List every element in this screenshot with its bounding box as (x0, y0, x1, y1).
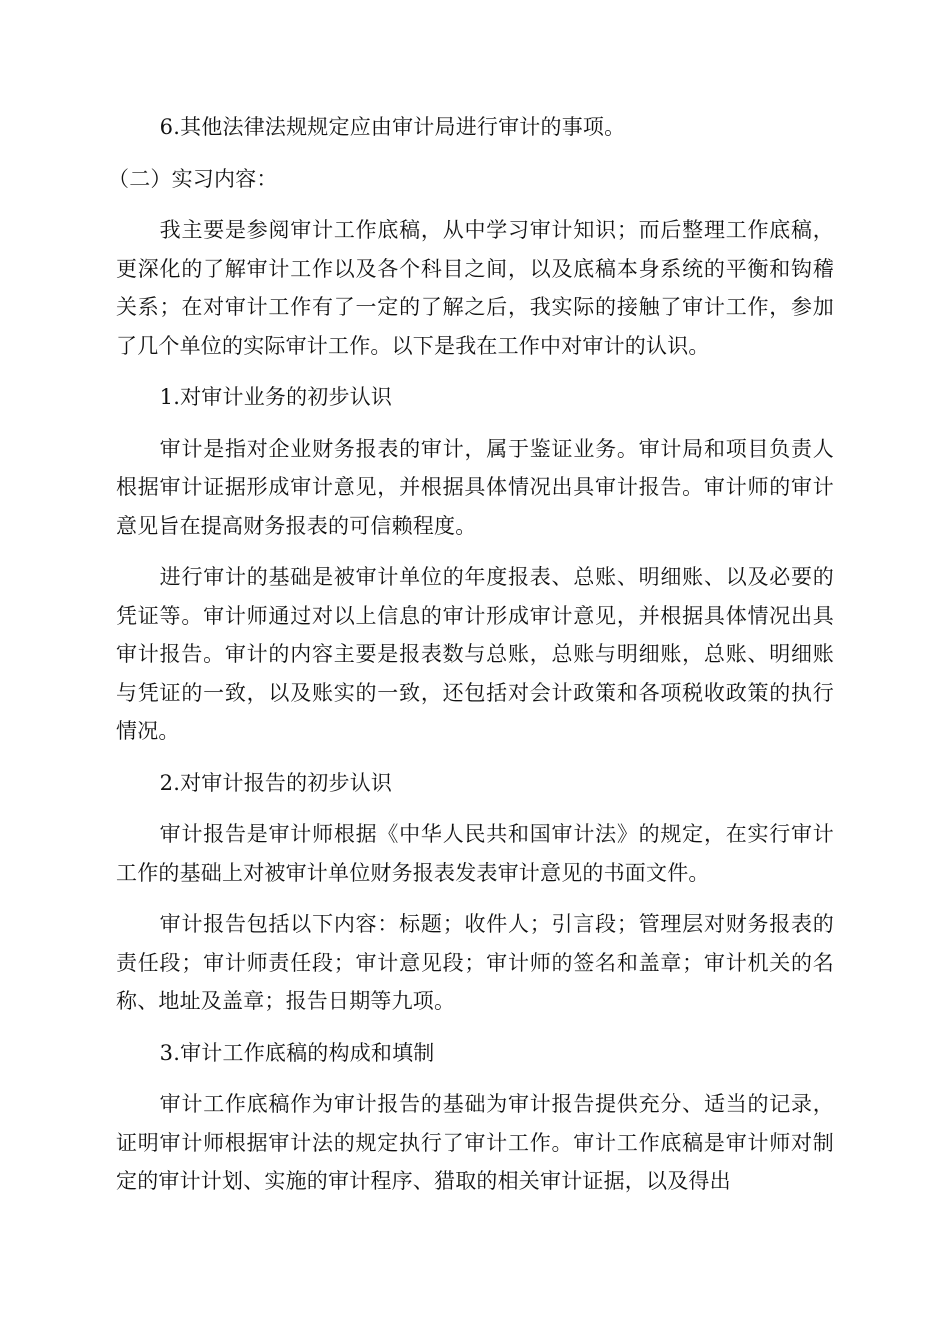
body-paragraph-report-definition: 审计报告是审计师根据《中华人民共和国审计法》的规定，在实行审计工作的基础上对被审计单位财务报表发表审计意见的书面文件。 (116, 822, 834, 885)
subheading-audit-business: 1.对审计业务的初步认识 (159, 385, 393, 409)
body-paragraph-report-contents: 审计报告包括以下内容：标题；收件人；引言段；管理层对财务报表的责任段；审计师责任段；审计意见段；审计师的签名和盖章；审计机关的名称、地址及盖章；报告日期等九项。 (116, 912, 834, 1013)
section-heading-internship-content: （二）实习内容： (108, 166, 278, 191)
body-paragraph-intro: 我主要是参阅审计工作底稿，从中学习审计知识；而后整理工作底稿，更深化的了解审计工作以及各个科目之间，以及底稿本身系统的平衡和钩稽关系；在对审计工作有了一定的了解之后，我实际的接触了审计工作，参加了几个单位的实际审计工作。以下是我在工作中对审计的认识。 (116, 218, 834, 358)
subheading-working-papers: 3.审计工作底稿的构成和填制 (159, 1040, 435, 1065)
body-paragraph-working-papers: 审计工作底稿作为审计报告的基础为审计报告提供充分、适当的记录，证明审计师根据审计法的规定执行了审计工作。审计工作底稿是审计师对制定的审计计划、实施的审计程序、猎取的相关审计证据，以及得出 (116, 1092, 834, 1193)
subheading-audit-report: 2.对审计报告的初步认识 (159, 770, 393, 795)
body-paragraph-audit-definition: 审计是指对企业财务报表的审计，属于鉴证业务。审计局和项目负责人根据审计证据形成审计意见，并根据具体情况出具审计报告。审计师的审计意见旨在提高财务报表的可信赖程度。 (116, 436, 834, 538)
document-page (108, 108, 834, 1214)
list-item-6: 6.其他法律法规规定应由审计局进行审计的事项。 (159, 115, 626, 139)
body-paragraph-audit-basis: 进行审计的基础是被审计单位的年度报表、总账、明细账、以及必要的凭证等。审计师通过对以上信息的审计形成审计意见，并根据具体情况出具审计报告。审计的内容主要是报表数与总账，总账与明细账，总账、明细账与凭证的一致，以及账实的一致，还包括对会计政策和各项税收政策的执行情况。 (116, 565, 834, 743)
